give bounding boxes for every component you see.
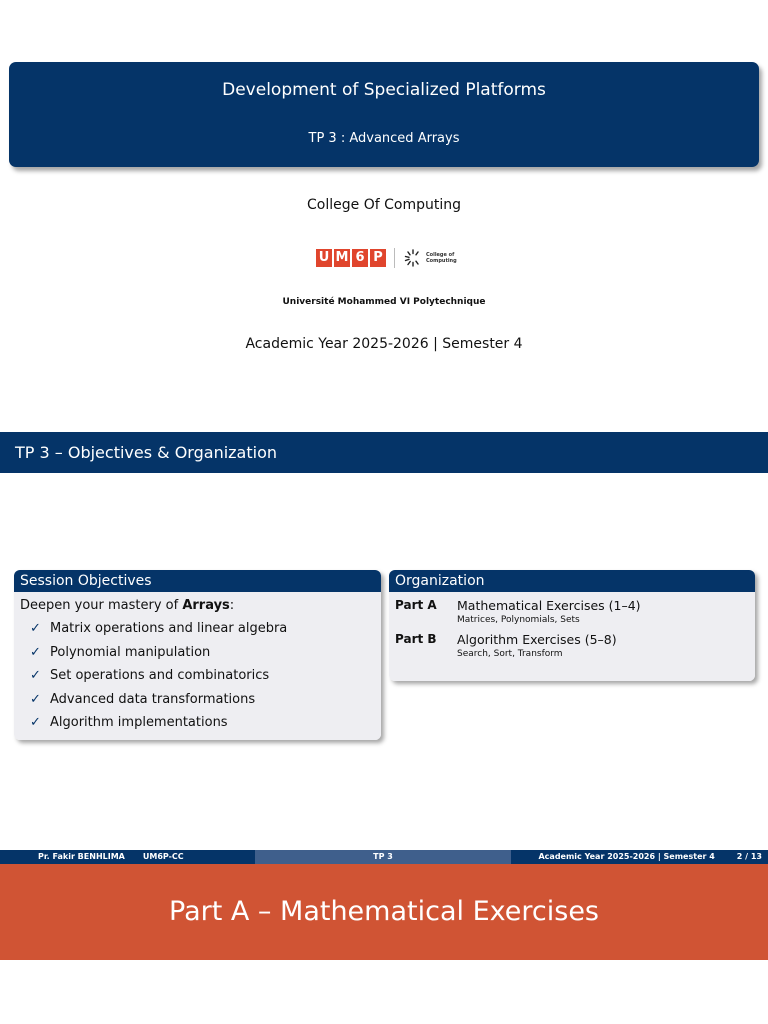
part-title: Mathematical Exercises (1–4) (457, 598, 641, 613)
um6p-logo (316, 249, 386, 267)
footer-author: Pr. Fakir BENHLIMA (38, 852, 125, 861)
part-detail: Matrices, Polynomials, Sets (457, 615, 580, 625)
list-item-text: Matrix operations and linear algebra (50, 621, 288, 636)
organization-row (395, 632, 755, 659)
objectives-intro (20, 598, 381, 613)
part-description (457, 632, 617, 659)
intro-emphasis: Arrays (182, 598, 230, 613)
list-item-text: Set operations and combinatorics (50, 668, 270, 683)
block-body (389, 592, 755, 681)
um6p-logo-letter: M (335, 250, 349, 265)
checkmark-icon: ✓ (30, 691, 41, 707)
session-objectives-block (14, 570, 381, 740)
list-item (30, 641, 381, 665)
logo-divider (394, 248, 395, 268)
footer-title: TP 3 (255, 850, 511, 864)
um6p-logo-letter: U (316, 249, 332, 267)
slide-footer (0, 850, 768, 864)
part-description (457, 598, 641, 625)
organization-row (395, 598, 755, 625)
list-item-text: Polynomial manipulation (50, 644, 211, 660)
block-heading: Organization (389, 570, 755, 592)
list-item (30, 664, 381, 688)
footer-org: UM6P-CC (142, 852, 184, 861)
um6p-logo-letter: 6 (352, 249, 368, 267)
part-label: Part A (395, 598, 437, 612)
checkmark-icon: ✓ (30, 715, 41, 730)
checkmark-icon: ✓ (30, 668, 41, 683)
checkmark-icon: ✓ (30, 621, 41, 636)
footer-page-number: 2 / 13 (736, 852, 762, 861)
intro-text: Deepen your mastery of (20, 598, 183, 613)
logo-text-line: Computing (426, 258, 457, 264)
section-title: Part A – Mathematical Exercises (0, 864, 768, 960)
part-detail: Search, Sort, Transform (457, 649, 563, 659)
academic-year: Academic Year 2025-2026 | Semester 4 (245, 336, 523, 352)
intro-colon: : (229, 598, 235, 613)
block-body (14, 592, 381, 740)
list-item-text: Algorithm implementations (50, 715, 228, 730)
checkmark-icon: ✓ (30, 644, 41, 660)
presentation-title: Development of Specialized Platforms (222, 80, 546, 100)
logo-text-line: College of (426, 252, 455, 258)
institute-name: College Of Computing (307, 197, 461, 213)
title-box (9, 62, 759, 167)
footer-right (511, 850, 768, 864)
um6p-logo-letter: P (370, 249, 386, 267)
list-item (30, 617, 381, 641)
university-name: Université Mohammed VI Polytechnique (282, 297, 486, 307)
frame-title: TP 3 – Objectives & Organization (0, 432, 768, 473)
college-of-computing-logo-icon (404, 249, 422, 267)
objectives-list (20, 617, 381, 735)
college-of-computing-logo (404, 249, 457, 267)
presentation-subtitle: TP 3 : Advanced Arrays (308, 131, 460, 146)
block-heading: Session Objectives (14, 570, 381, 592)
part-title: Algorithm Exercises (5–8) (457, 632, 617, 647)
list-item (30, 711, 381, 735)
list-item (30, 688, 381, 712)
organization-block (389, 570, 755, 681)
footer-year: Academic Year 2025-2026 | Semester 4 (538, 852, 715, 861)
part-label: Part B (395, 632, 437, 646)
footer-left (0, 850, 255, 864)
college-of-computing-logo-text (426, 252, 457, 264)
logo-row (316, 249, 457, 267)
list-item-text: Advanced data transformations (50, 691, 256, 707)
